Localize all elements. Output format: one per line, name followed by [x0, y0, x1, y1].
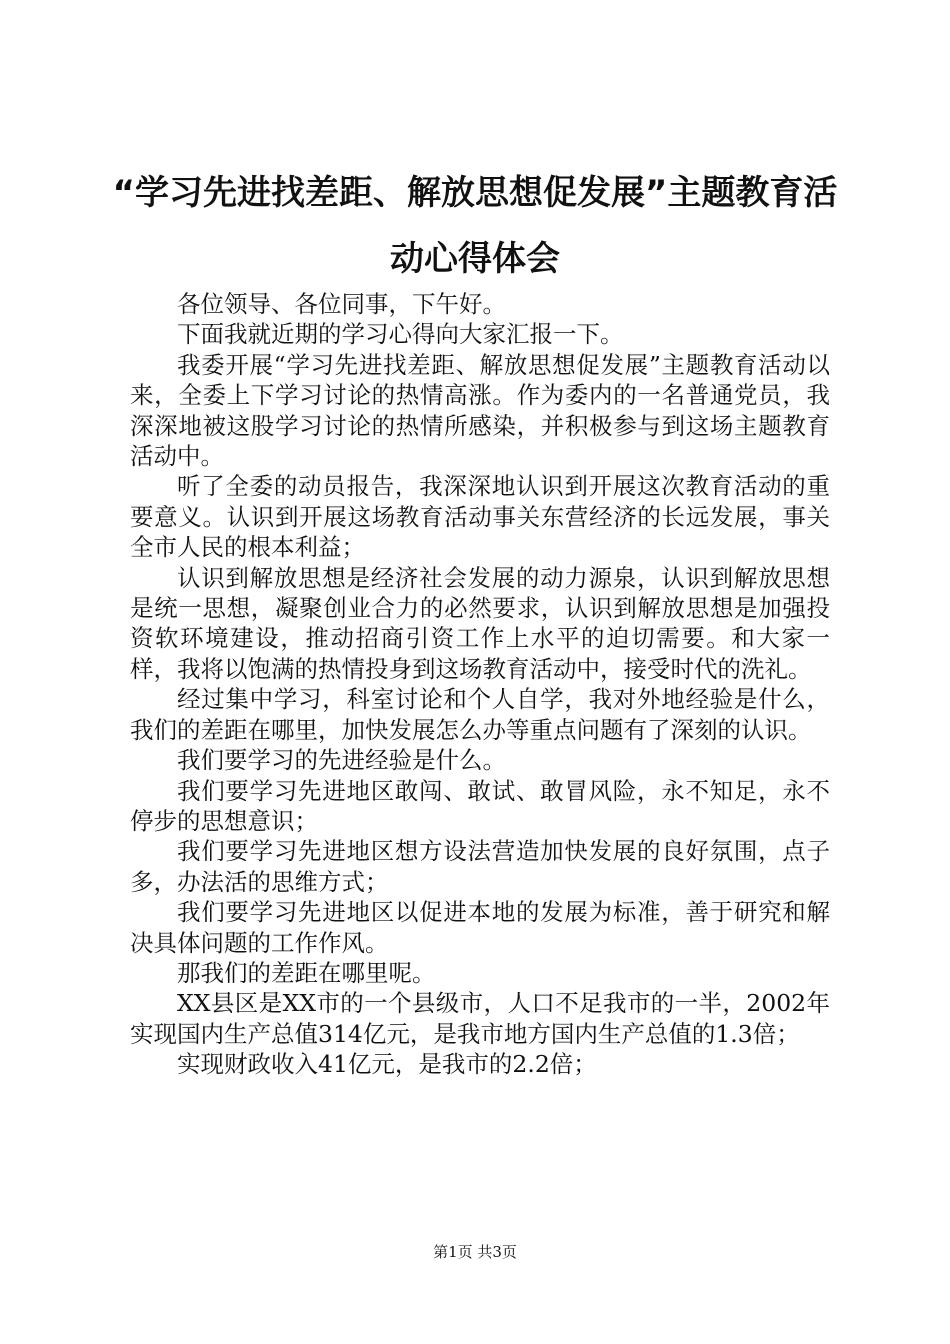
paragraph-learn-3: 我们要学习先进地区以促进本地的发展为标准，善于研究和解决具体问题的工作作风。	[130, 898, 830, 957]
paragraph-revenue: 实现财政收入41亿元，是我市的2.2倍；	[177, 1050, 597, 1079]
paragraph-intro: 下面我就近期的学习心得向大家汇报一下。	[177, 320, 624, 349]
page-number: 第1页 共3页	[433, 1243, 517, 1261]
paragraph-study: 经过集中学习，科室讨论和个人自学，我对外地经验是什么，我们的差距在哪里，加快发展怎么办等重点问题有了深刻的认识。	[130, 685, 830, 744]
paragraph-report: 听了全委的动员报告，我深深地认识到开展这次教育活动的重要意义。认识到开展这场教育活动事关东营经济的长远发展，事关全市人民的根本利益；	[130, 472, 830, 562]
paragraph-learn-2: 我们要学习先进地区想方设法营造加快发展的良好氛围，点子多，办法活的思维方式；	[130, 837, 830, 896]
paragraph-liberation: 认识到解放思想是经济社会发展的动力源泉，认识到解放思想是统一思想，凝聚创业合力的必然要求，认识到解放思想是加强投资软环境建设，推动招商引资工作上水平的迫切需要。和大家一样，我将以饱满的热情投身到这场教育活动中，接受时代的洗礼。	[130, 563, 830, 683]
paragraph-gdp: XX县区是XX市的一个县级市，人口不足我市的一半，2002年实现国内生产总值314亿元，是我市地方国内生产总值的1.3倍；	[130, 989, 830, 1048]
paragraph-greeting: 各位领导、各位同事，下午好。	[177, 290, 506, 318]
paragraph-learn-1: 我们要学习先进地区敢闯、敢试、敢冒风险，永不知足，永不停步的思想意识；	[130, 776, 830, 835]
paragraph-question-experience: 我们要学习的先进经验是什么。	[177, 746, 506, 775]
paragraph-question-gap: 那我们的差距在哪里呢。	[177, 958, 436, 987]
document-title: “学习先进找差距、解放思想促发展”主题教育活动心得体会	[112, 173, 838, 279]
document-body	[130, 289, 830, 1080]
paragraph-activity: 我委开展“学习先进找差距、解放思想促发展”主题教育活动以来，全委上下学习讨论的热情高涨。作为委内的一名普通党员，我深深地被这股学习讨论的热情所感染，并积极参与到这场主题教育活动中。	[130, 350, 830, 471]
